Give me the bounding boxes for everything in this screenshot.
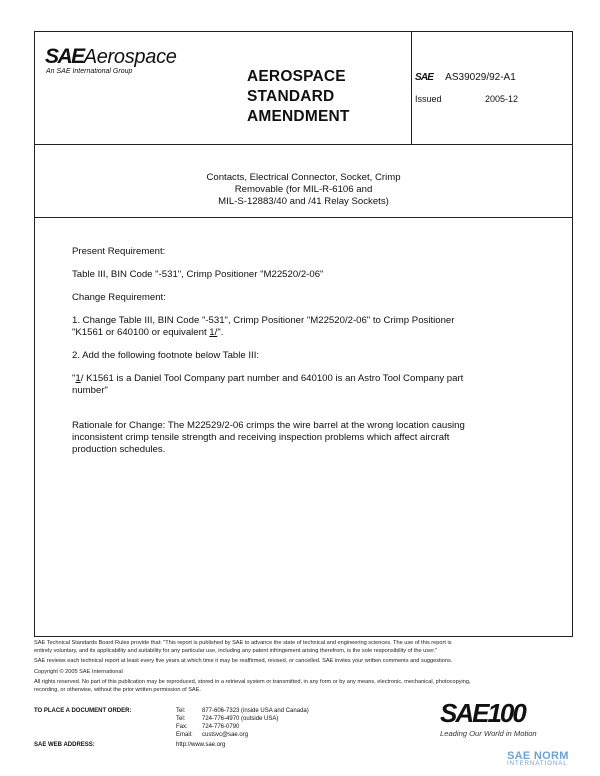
sae-aerospace-logo — [45, 45, 177, 75]
title-line-3: MIL-S-12883/40 and /41 Relay Sockets) — [218, 196, 389, 207]
document-title — [35, 172, 572, 208]
change-heading: Change Requirement: — [72, 292, 166, 303]
rationale-line-1: Rationale for Change: The M22529/2-06 crimps the wire barrel at the wrong location causing — [72, 420, 465, 431]
title-divider — [35, 217, 572, 218]
footnote-number: 1 — [75, 373, 81, 384]
change-item-1-text: "K1561 or 640100 or equivalent — [72, 327, 210, 338]
present-text: Table III, BIN Code "-531", Crimp Positioner "M22520/2-06" — [72, 269, 324, 280]
web-address[interactable]: http://www.sae.org — [176, 742, 226, 748]
rights-line-2: recording, or otherwise, without the prior written permission of SAE. — [34, 686, 201, 693]
footnote-reference: 1/ — [209, 327, 218, 338]
rationale-line-3: production schedules. — [72, 444, 166, 455]
tel-inside: 877-606-7323 (inside USA and Canada) — [202, 708, 309, 714]
change-item-2: 2. Add the following footnote below Table III: — [72, 350, 260, 361]
rights-line-1: All rights reserved. No part of this publication may be reproduced, stored in a retrieval system or transmitted, in any form or by any means, electronic, mechanical, photocopying, — [34, 679, 471, 686]
footnote-line-2: number" — [72, 385, 108, 396]
tel-key-2: Tel: — [176, 716, 186, 722]
footnote-text: / K1561 is a Daniel Tool Company part number and 640100 is an Astro Tool Company part — [80, 373, 464, 384]
document-frame — [34, 31, 573, 637]
sae100-mark: SAE100 — [440, 698, 525, 728]
copyright: Copyright © 2005 SAE International — [34, 668, 123, 675]
tel-key: Tel: — [176, 708, 186, 714]
web-label: SAE WEB ADDRESS: — [34, 742, 95, 748]
fax-number: 724-776-0790 — [202, 724, 240, 730]
document-type — [247, 67, 350, 127]
rules-line-1: SAE Technical Standards Board Rules provide that: "This report is published by SAE to advance the state of technical and engineering sciences. The use of this report is — [34, 640, 452, 646]
change-item-1-line-1: 1. Change Table III, BIN Code "-531", Crimp Positioner "M22520/2-06" to Crimp Positioner — [72, 315, 455, 326]
watermark-text: SAE NORM — [507, 750, 569, 762]
document-body — [72, 246, 542, 456]
doc-type-line-2: STANDARD — [247, 88, 335, 105]
present-heading: Present Requirement: — [72, 246, 166, 257]
footer-notices — [34, 640, 573, 695]
title-line-1: Contacts, Electrical Connector, Socket, Crimp — [206, 172, 401, 183]
footnote-line-1 — [72, 373, 542, 385]
order-label: TO PLACE A DOCUMENT ORDER: — [34, 708, 132, 714]
issued-row — [415, 94, 519, 104]
email-address[interactable]: custsvc@sae.org — [202, 732, 249, 738]
issued-label: Issued — [415, 94, 442, 104]
brand-tagline: Leading Our World in Motion — [440, 729, 537, 738]
rules-line-2: entirely voluntary, and its applicability and suitability for any particular use, including any patent infringement arising therefrom, is the sole responsibility of the user." — [34, 647, 438, 654]
doc-type-line-1: AEROSPACE — [247, 68, 346, 85]
header-divider-horizontal — [35, 144, 572, 145]
document-number-row — [415, 72, 516, 83]
title-line-2: Removable (for MIL-R-6106 and — [234, 184, 373, 195]
logo-sae: SAE — [45, 45, 84, 68]
watermark — [507, 750, 569, 767]
logo-word: Aerospace — [83, 46, 177, 68]
header-divider-vertical — [411, 32, 412, 144]
issued-date: 2005-12 — [485, 94, 519, 104]
doc-type-line-3: AMENDMENT — [247, 108, 350, 125]
rationale-line-2: inconsistent crimp tensile strength and receiving inspection problems which affect aircraft — [72, 432, 450, 443]
fax-key: Fax: — [176, 724, 188, 730]
sae-mark: SAE — [415, 72, 434, 83]
watermark-subtext: INTERNATIONAL — [507, 761, 568, 767]
change-item-1-line-2 — [72, 327, 542, 339]
tel-outside: 724-776-4970 (outside USA) — [202, 716, 279, 722]
logo-subtitle: An SAE International Group — [46, 68, 133, 75]
document-number: AS39029/92-A1 — [445, 72, 516, 83]
change-item-1-end: ". — [217, 327, 224, 338]
review-notice: SAE reviews each technical report at least every five years at which time it may be reaffirmed, revised, or cancelled. SAE invites your written comments and suggestions. — [34, 658, 453, 665]
footnote-quote: " — [72, 373, 76, 384]
web-address-row — [34, 742, 226, 748]
email-key: Email: — [176, 732, 193, 738]
